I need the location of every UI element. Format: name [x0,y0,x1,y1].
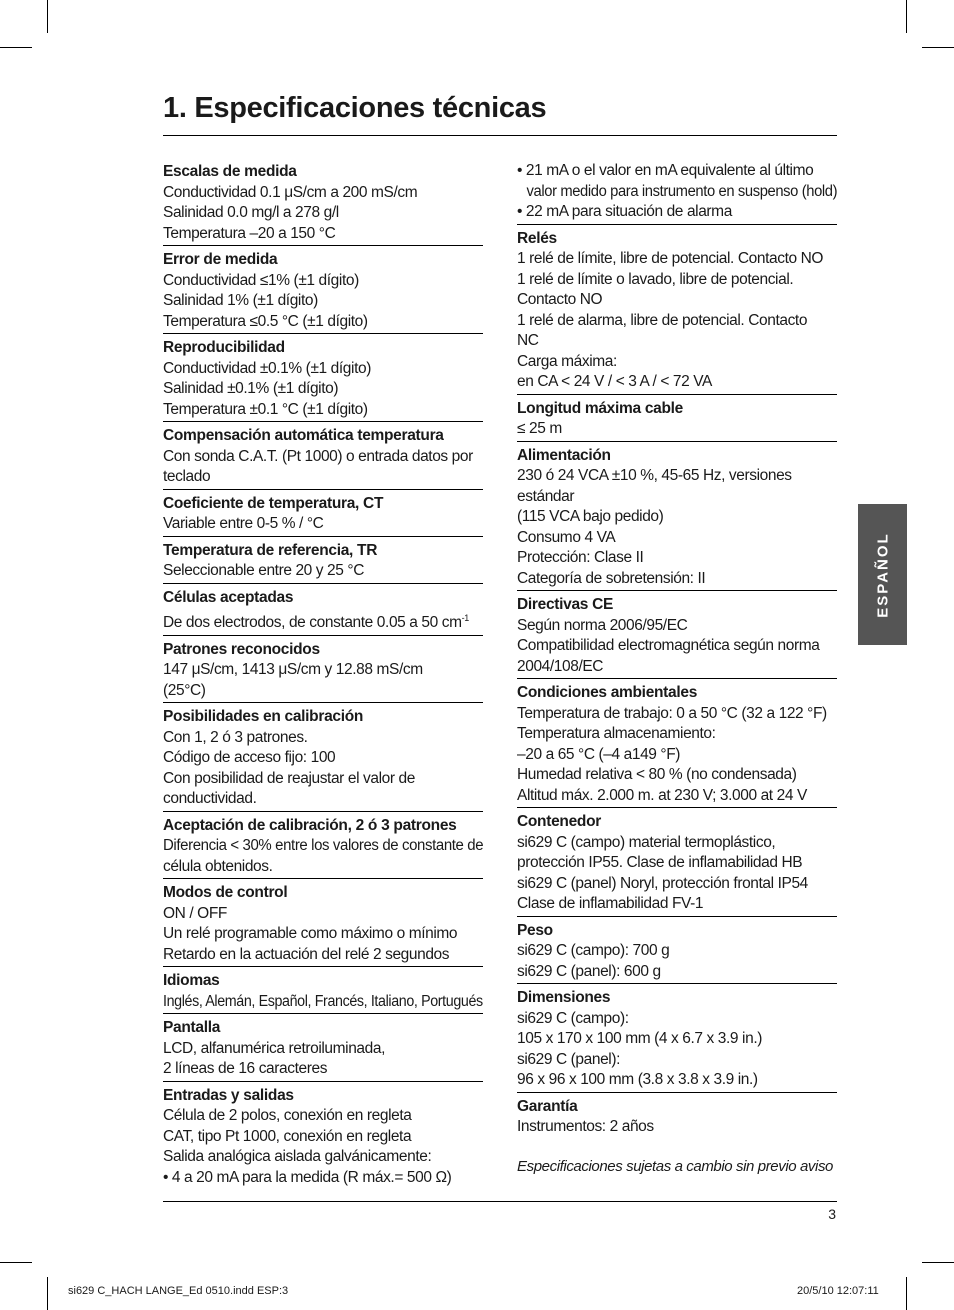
spec-line: Variable entre 0-5 % / °C [163,515,324,532]
spec-line: Temperatura ≤0.5 °C (±1 dígito) [163,312,368,330]
spec-line: • 4 a 20 mA para la medida (R máx.= 500 Ω) [163,1168,452,1186]
spec-line: • 21 mA o el valor en mA equivalente al último [517,162,814,179]
spec-heading: Modos de control [163,884,288,902]
spec-line: 2004/108/EC [517,657,604,675]
spec-heading: Relés [517,229,557,247]
spec-line: LCD, alfanumérica retroiluminada, [163,1039,385,1057]
spec-heading: Posibilidades en calibración [163,708,364,726]
spec-line: si629 C (panel): [517,1050,621,1068]
spec-line: Conductividad 0.1 μS/cm a 200 mS/cm [163,183,418,201]
spec-section [163,541,483,584]
spec-heading: Reproducibilidad [163,339,285,356]
spec-heading: Aceptación de calibración, 2 ó 3 patrones [163,816,457,834]
spec-line: Un relé programable como máximo o mínimo [163,925,458,943]
superscript: -1 [461,613,469,623]
spec-line: Conductividad ≤1% (±1 dígito) [163,271,359,289]
spec-line: Salinidad 1% (±1 dígito) [163,292,318,309]
spec-line: Código de acceso fijo: 100 [163,749,336,767]
spec-line: Categoría de sobretensión: II [517,569,706,587]
spec-line: ≤ 25 m [517,420,562,437]
spec-line: Protección: Clase II [517,549,644,566]
spec-line: Humedad relativa < 80 % (no condensada) [517,766,797,783]
spec-section [163,338,483,422]
spec-line: si629 C (panel) Noryl, protección frontal IP54 [517,874,808,892]
spec-line: si629 C (campo) material termoplástico, [517,833,776,851]
spec-line: protección IP55. Clase de inflamabilidad HB [517,854,803,871]
spec-line: Inglés, Alemán, Español, Francés, Italiano, Portugués [163,992,483,1010]
spec-section [163,162,483,246]
spec-section [163,1018,483,1082]
spec-line: 105 x 170 x 100 mm (4 x 6.7 x 3.9 in.) [517,1030,762,1047]
spec-section [163,588,483,636]
spec-section [517,812,837,917]
spec-heading: Longitud máxima cable [517,399,683,417]
spec-heading: Escalas de medida [163,163,297,180]
spec-heading: Temperatura de referencia, TR [163,541,378,559]
spec-line: si629 C (campo): [517,1009,629,1027]
crop-mark [922,1262,954,1263]
spec-section [163,426,483,490]
spec-section [163,883,483,967]
spec-line: • 22 mA para situación de alarma [517,203,732,220]
print-slug-date: 20/5/10 12:07:11 [797,1285,879,1297]
spec-section [517,161,837,225]
spec-line: Con sonda C.A.T. (Pt 1000) o entrada datos por [163,447,473,465]
page-title: 1. Especificaciones técnicas [163,92,547,124]
spec-line: Temperatura –20 a 150 °C [163,224,336,242]
spec-heading: Pantalla [163,1019,221,1037]
title-divider [163,135,837,136]
spec-section [163,707,483,812]
spec-line: ON / OFF [163,904,227,922]
spec-heading: Dimensiones [517,989,611,1006]
spec-line: 1 relé de alarma, libre de potencial. Contacto [517,311,808,329]
spec-section [517,921,837,985]
spec-section [163,816,483,880]
spec-line: Carga máxima: [517,352,617,370]
spec-line: –20 a 65 °C (–4 a149 °F) [517,745,681,763]
spec-heading: Error de medida [163,251,278,268]
spec-section [163,494,483,537]
spec-line: Según norma 2006/95/EC [517,616,688,634]
spec-heading: Peso [517,921,553,939]
spec-heading: Alimentación [517,446,611,464]
spec-line: Altitud máx. 2.000 m. at 230 V; 3.000 at 24 V [517,786,807,804]
spec-line: 230 ó 24 VCA ±10 %, 45-65 Hz, versiones [517,467,792,484]
spec-line: Conductividad ±0.1% (±1 dígito) [163,359,371,377]
spec-line: Instrumentos: 2 años [517,1118,654,1135]
spec-line: 147 μS/cm, 1413 μS/cm y 12.88 mS/cm [163,661,423,679]
spec-section [163,971,483,1014]
spec-line: Consumo 4 VA [517,528,616,546]
spec-column-right [517,161,837,1177]
spec-line: CAT, tipo Pt 1000, conexión en regleta [163,1127,412,1145]
spec-heading: Contenedor [517,813,601,830]
crop-mark [0,47,32,48]
spec-section [517,229,837,395]
spec-heading: Entradas y salidas [163,1086,294,1104]
spec-heading: Compensación automática temperatura [163,427,444,444]
spec-line: Diferencia < 30% entre los valores de constante de [163,837,484,855]
spec-line: 2 líneas de 16 caracteres [163,1060,328,1078]
spec-line: 96 x 96 x 100 mm (3.8 x 3.8 x 3.9 in.) [517,1071,758,1088]
spec-heading: Coeficiente de temperatura, CT [163,494,384,512]
spec-line: Temperatura almacenamiento: [517,725,716,742]
spec-heading: Patrones reconocidos [163,640,320,658]
spec-heading: Garantía [517,1097,578,1115]
spec-section [517,988,837,1093]
spec-line: Salida analógica aislada galvánicamente: [163,1148,432,1166]
spec-line: De dos electrodos, de constante 0.05 a 50 $cm^{-1}$ [163,613,469,632]
spec-line: Seleccionable entre 20 y 25 °C [163,562,364,579]
spec-line: (115 VCA bajo pedido) [517,508,664,525]
spec-line: Célula de 2 polos, conexión en regleta [163,1107,412,1125]
spec-section [163,640,483,704]
disclaimer-note: Especificaciones sujetas a cambio sin previo aviso [517,1157,833,1175]
spec-line: Temperatura ±0.1 °C (±1 dígito) [163,400,368,418]
spec-line: Salinidad 0.0 mg/l a 278 g/l [163,204,339,221]
spec-line: si629 C (panel): 600 g [517,962,661,980]
language-tab-label: ESPAÑOL [874,531,891,618]
crop-mark [47,1277,48,1310]
spec-line: 1 relé de límite o lavado, libre de potencial. [517,270,794,288]
spec-line: si629 C (campo): 700 g [517,942,670,959]
spec-heading: Idiomas [163,972,220,990]
print-slug-file: si629 C_HACH LANGE_Ed 0510.indd ESP:3 [68,1285,289,1297]
spec-line: conductividad. [163,790,257,808]
spec-line: NC [517,332,539,349]
spec-line: (25°C) [163,681,206,699]
spec-heading: Directivas CE [517,596,614,613]
spec-line: Temperatura de trabajo: 0 a 50 °C (32 a 122 °F) [517,704,827,722]
crop-mark [47,0,48,33]
spec-line: estándar [517,487,575,505]
spec-line: célula obtenidos. [163,857,273,875]
spec-section [163,250,483,334]
crop-mark [0,1262,32,1263]
spec-heading: Células aceptadas [163,588,294,606]
spec-section [517,1097,837,1139]
language-tab [858,504,907,645]
spec-line: Clase de inflamabilidad FV-1 [517,895,704,912]
crop-mark [906,0,907,33]
spec-section [517,399,837,442]
spec-column-left [163,162,483,1193]
spec-section [163,1086,483,1190]
spec-heading: Condiciones ambientales [517,684,698,701]
spec-line: en CA < 24 V / < 3 A / < 72 VA [517,373,712,390]
crop-mark [906,1277,907,1310]
spec-section [517,595,837,679]
spec-line: Compatibilidad electromagnética según norma [517,637,820,654]
spec-line: teclado [163,468,211,485]
crop-mark [922,47,954,48]
spec-line: Retardo en la actuación del relé 2 segundos [163,945,450,963]
spec-section [517,446,837,592]
page-number: 3 [828,1206,836,1222]
spec-line: Salinidad ±0.1% (±1 dígito) [163,380,339,397]
spec-line: Con posibilidad de reajustar el valor de [163,769,415,787]
spec-line: Contacto NO [517,291,603,308]
spec-section [517,683,837,808]
spec-line: 1 relé de límite, libre de potencial. Contacto NO [517,250,824,267]
spec-line: Con 1, 2 ó 3 patrones. [163,728,308,746]
spec-line: valor medido para instrumento en suspenso (hold) [526,182,838,200]
footer-divider [163,1201,837,1202]
